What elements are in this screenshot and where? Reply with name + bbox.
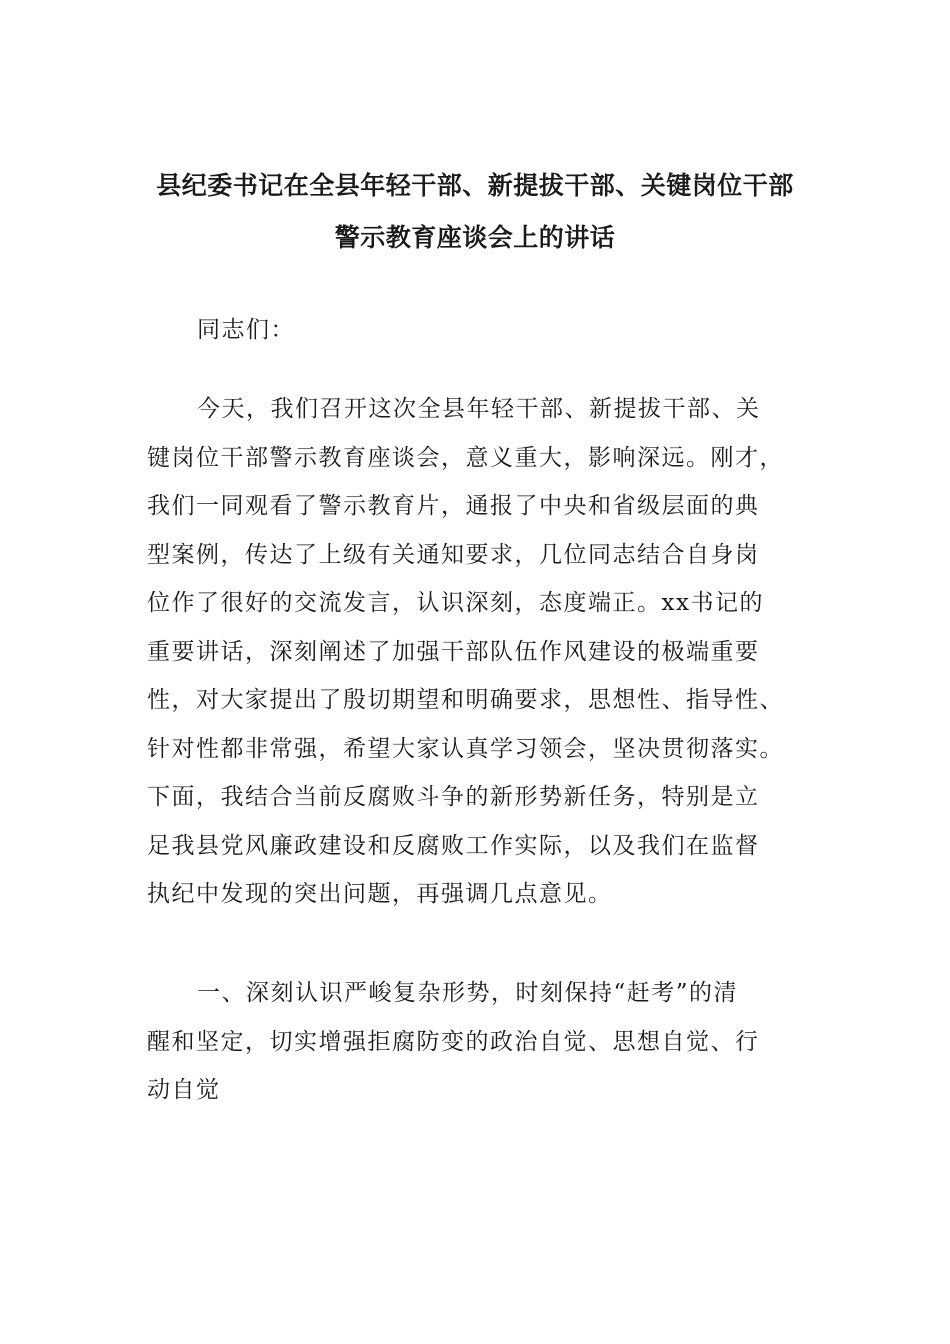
paragraph-line: 针对性都非常强，希望大家认真学习领会，坚决贯彻落实。 [147, 735, 784, 762]
paragraph-line: 重要讲话，深刻阐述了加强干部队伍作风建设的极端重要 [147, 638, 760, 665]
salutation-text: 同志们： [197, 317, 295, 343]
paragraph-line: 性，对大家提出了殷切期望和明确要求，思想性、指导性、 [147, 687, 784, 713]
document-title-line-2: 警示教育座谈会上的讲话 [334, 223, 616, 252]
paragraph-line: 执纪中发现的突出问题，再强调几点意见。 [147, 881, 613, 907]
document-title-line-1: 县纪委书记在全县年轻干部、新提拔干部、关键岗位干部 [156, 171, 794, 200]
paragraph-line: 键岗位干部警示教育座谈会，意义重大，影响深远。刚才， [147, 444, 784, 471]
paragraph-line: 今天，我们召开这次全县年轻干部、新提拔干部、关 [197, 396, 761, 422]
paragraph-line: 足我县党风廉政建设和反腐败工作实际，以及我们在监督 [147, 832, 760, 859]
section-heading-1 [147, 969, 807, 1115]
salutation [147, 306, 807, 355]
section-heading-line: 一、深刻认识严峻复杂形势，时刻保持“赶考”的清 [197, 980, 739, 1006]
paragraph-line: 下面，我结合当前反腐败斗争的新形势新任务，特别是立 [147, 784, 760, 810]
paragraph-line: 位作了很好的交流发言，认识深刻，态度端正。xx书记的 [147, 590, 764, 616]
section-heading-line: 醒和坚定，切实增强拒腐防变的政治自觉、思想自觉、行 [147, 1028, 760, 1055]
paragraph-opening [147, 385, 807, 919]
paragraph-line: 型案例，传达了上级有关通知要求，几位同志结合自身岗 [147, 541, 760, 568]
section-heading-line: 动自觉 [147, 1077, 221, 1103]
paragraph-line: 我们一同观看了警示教育片，通报了中央和省级层面的典 [147, 493, 760, 519]
